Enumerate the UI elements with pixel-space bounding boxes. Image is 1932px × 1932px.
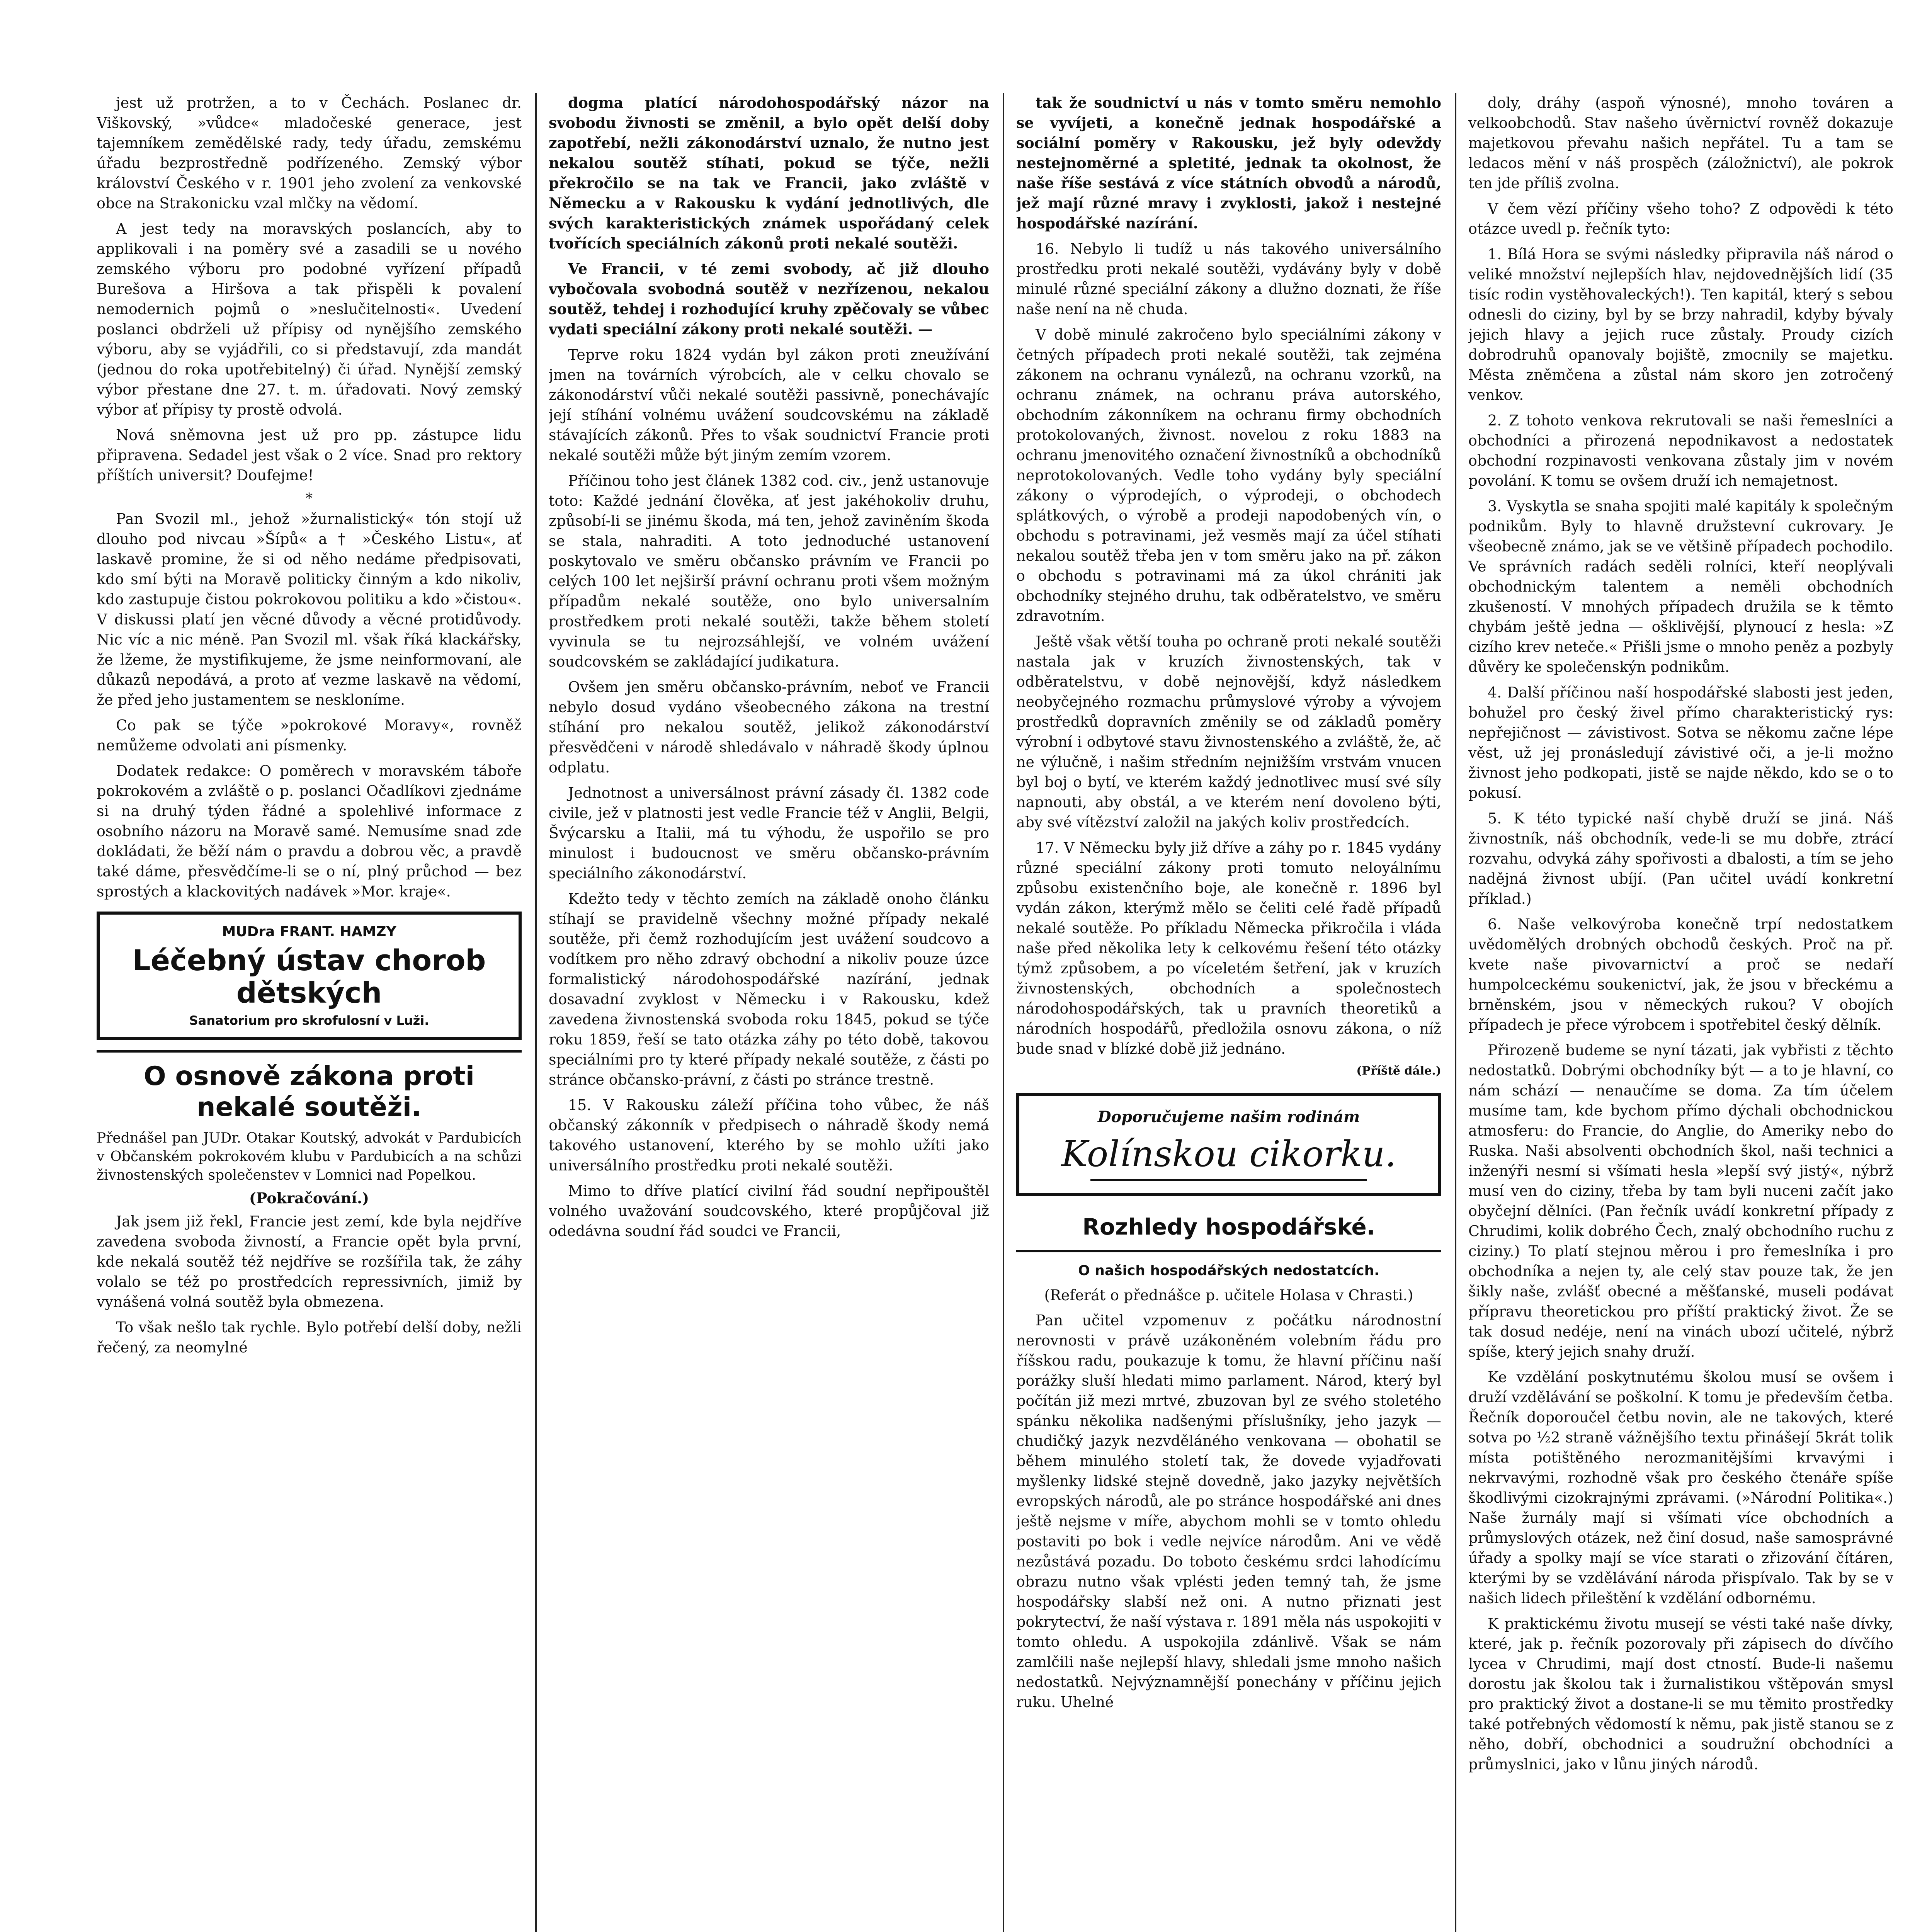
ad-doctor-name: MUDra FRANT. HAMZY	[222, 924, 396, 940]
paragraph: V době minulé zakročeno bylo speciálními zákony v četných případech proti nekalé soutěži, tak zejména zákonem na ochranu vynálezů, na ochranu vzorků, na ochranu známek, na ochranu práva autorského, obchodním zákonníkem na ochranu firmy obchodních protokolovaných, živnost. novelou z roku 1883 na ochranu jmenovitého označení živnostníků a obchodníků neprotokolovaných. Vedle toho vydány byly speciální zákony o výprodejích, o výprodeji, o obchodech splátkových, o výrobě a prodeji napodobených vín, o obchodu s potravinami, jež vesměs mají za účel stíhati nekalou soutěž třeba jen v tom směru jako na př. zákon o obchodu s potravinami má za úkol chrániti jak obchodníky stejného druhu, tak odběratelstvo, ve směru zdravotním.	[1016, 326, 1441, 624]
paragraph: Mimo to dříve platící civilní řád soudní nepřipouštěl volného uvažování soudcovského, které propůjčoval již odedávna soudní řád soudci ve Francii,	[549, 1182, 989, 1240]
paragraph: Ve Francii, v té zemi svobody, ač již dlouho vybočovala svobodná soutěž v nezřízenou, nekalou soutěž, tehdej i rozhodující kruhy zpěčovaly se vůbec vydati speciální zákony proti nekalé soutěži. —	[549, 260, 989, 338]
paragraph: 16. Nebylo li tudíž u nás takového universálního prostředku proti nekalé soutěži, vydávány byly v době minulé různé speciální zákony a dlužno doznati, že říše naše není na ně chuda.	[1016, 240, 1441, 318]
column-rule	[1003, 93, 1004, 1932]
column-4	[1468, 93, 1893, 1932]
paragraph: Jak jsem již řekl, Francie jest zemí, kde byla nejdříve zavedena svoboda živností, a Francie opět byla první, kde nekalá soutěž též nejdříve se rozšířila tak, že záhy volalo se též po prostředcích repressivních, jimiž by vynášená volná soutěž byla obmezena.	[97, 1213, 522, 1310]
continuation-note: (Pokračování.)	[249, 1189, 369, 1207]
paragraph: 4. Další příčinou naší hospodářské slabosti jest jeden, bohužel pro český živel přímo charakteristický rys: nepřejičnost — závistivost. Sotva se někomu začne lépe věst, už jej pronásledují závistivé oči, a je-li možno živnost jeho podkopati, jistě se najde někdo, kdo se o to pokusí.	[1468, 684, 1893, 801]
paragraph: Příčinou toho jest článek 1382 cod. civ., jenž ustanovuje toto: Každé jednání člověka, ať jest jakéhokoliv druhu, způsobí-li se jinému škoda, má ten, jehož zaviněním škoda se stala, nahraditi. A toto jednoduché ustanovení poskytovalo ve směru občansko právním ve Francii po celých 100 let nejširší právní ochranu proti všem možným případům nekalé soutěže, ono bylo universalním prostředkem proti nekalé soutěži, takže během století vyvinula se tu nejrozsáhlejší, ve volném uvážení soudcovském se zakládající judikatura.	[549, 472, 989, 670]
divider	[97, 1050, 522, 1053]
column-3	[1016, 93, 1441, 1932]
paragraph: Ovšem jen směru občansko-právním, neboť ve Francii nebylo dosud vydáno všeobecného zákona na trestní stíhání pro nekalou soutěž, jelikož zákonodárství přesvědčeni v národě shledávalo v náhradě škody úplnou odplatu.	[549, 679, 989, 776]
paragraph: doly, dráhy (aspoň výnosné), mnoho továren a velkoobchodů. Stav našeho úvěrnictví rovněž dokazuje majetkovou převahu našich nepřátel. Tu a tam se ledacos mění v náš prospěch (záložnictví), ale pokrok ten jde příliš zvolna.	[1468, 94, 1893, 192]
paragraph: Ještě však větší touha po ochraně proti nekalé soutěži nastala jak v kruzích živnostenských, tak v odběratelstvu, v době nejnovější, když následkem neobyčejného rozmachu průmyslové výroby a vývojem prostředků dopravních změnily se od základů poměry výrobní i odbytové stavu živnostenského a zvláště, že, ač ne výlučně, i našim středním nejnižším vrstvám vnucen byl boj o bytí, ve kterém každý jednotlivec musí své síly napnouti, aby obstál, a ve kterém není dovoleno býti, aby své vítězství založil na jakých koliv prostředcích.	[1016, 633, 1441, 831]
section-separator: *	[306, 491, 313, 507]
paragraph: 1. Bílá Hora se svými následky připravila náš národ o veliké množství nejlepších hlav, nejdovednějších lidí (35 tisíc rodin vystěhovaleckých!). Ten kapitál, který s sebou odnesli do ciziny, byl by se brzy nahradil, kdyby bývaly jejich hlavy a jejich ruce zůstaly. Proudy cizích dobrodruhů opanovaly bojiště, zmocnily se majetku. Města zněmčena a zůstal nám skoro jen zotročený venkov.	[1468, 246, 1893, 403]
column-2	[549, 93, 989, 1932]
paragraph: 3. Vyskytla se snaha spojiti malé kapitály k společným podnikům. Byly to hlavně družstevní cukrovary. Je všeobecně známo, jak se ve většině případech pochodilo. Ve správních radách seděli rolníci, kteří neoplývali obchodnickým talentem a neměli obchodních zkušeností. V mnohých případech družila se k těmto chybám ještě jedna — ošklivější, plynoucí z hesla: »Z cizího krev neteče.« Přišli jsme o mnoho peněz a pozbyly důvěry ke společenskýn podnikům.	[1468, 498, 1893, 675]
column-rule	[1455, 93, 1456, 1932]
paragraph: Dodatek redakce: O poměrech v moravském táboře pokrokovém a zvláště o p. poslanci Očadlíkovi zjednáme si na druhý týden řádné a spolehlivé informace z osobního názoru na Moravě samé. Nemusíme snad zde dokládati, že běží nám o pravdu a dobrou věc, a pravdě také dáme, přesvědčíme-li se o ní, plný průchod — bez sprostých a klackovitých nadávek »Mor. kraje«.	[97, 762, 522, 900]
paragraph: Nová sněmovna jest už pro pp. zástupce lidu připravena. Sedadel jest však o 2 více. Snad pro rektory příštích universit? Doufejme!	[97, 427, 522, 484]
ad-product-name: Kolínskou cikorku.	[1061, 1133, 1396, 1175]
article-headline: O našich hospodářských nedostatcích.	[1078, 1263, 1379, 1279]
paragraph: Pan učitel vzpomenuv z počátku národnostní nerovnosti v právě uzákoněném volebním řádu pro říšskou radu, poukazuje k tomu, že hlavní příčinu naší porážky sluší hledati mimo parlament. Národ, který byl počítán již mezi mrtvé, zbuzovan byl ze svého stoletého spánku několika nadšenými příslušníky, jeho jazyk — chudičký jazyk nezvděláného venkovana — obohatil se během minulého století tak, že dovede vyjadřovati myšlenky lidské stejně dovedně, jako jazyky největších evropských národů, ale po stránce hospodářské ani dnes ještě nejsme v míře, abychom mohli se v tomto ohledu postaviti po bok i vedle nejvíce národům. Ani ve vědě nezůstává pozadu. Do toboto českému srdci lahodícímu obrazu nutno však vplésti jeden temný tah, že jsme hospodářsky slabší než oni. A nutno přiznati jest pokrytectví, že naší výstava r. 1891 měla nás uspokojiti v tomto ohledu. A uspokojila zdánlivě. Však se nám zamlčili naše nejlepší hlavy, shledali jsme mnoho našich nedostatků. Nejvýznamnější ponechány v příčinu jejich ruku. Uhelné	[1016, 1312, 1441, 1711]
paragraph: 17. V Německu byly již dříve a záhy po r. 1845 vydány různé speciální zákony proti tomuto neloyálnímu způsobu existenčního boje, ale konečně r. 1896 byl vydán zákon, kterýmž mělo se čeliti celé řadě případů nekalé soutěže. Po příkladu Německa přikročila i vláda naše před několika lety k celkovému řešení této otázky týmž způsobem, a po víceletém šetření, jak v kruzích živnostenských, obchodních a společnostech národohospodářských, tak u pravních theoretiků a národních hospodářů, předložila osnovu zákona, o níž bude snad v blízké době již jednáno.	[1016, 839, 1441, 1057]
paragraph: To však nešlo tak rychle. Bylo potřebí delší doby, nežli řečený, za neomylné	[97, 1319, 522, 1356]
paragraph: Přirozeně budeme se nyní tázati, jak vybřisti z těchto nedostatků. Dobrými obchodníky být — a to je hlavní, co nám schází — nenaučíme se doma. Za tím účelem musíme tam, kde bychom přímo dýchali obchodnickou atmosferu: do Francie, do Anglie, do Ameriky nebo do Ruska. Naši absolventi obchodních škol, naši technici a inženýři nesmí si všímati hesla »lepší svý jistý«, nýbrž musí ven do ciziny, třeba by tam byli nuceni začít jako obyčejní dělníci. (Pan řečník uvádí konkretní případy z Chrudimi, kolik dobrého Čech, znalý obchodního ruchu z ciziny.) To platí stejnou měrou i pro řemeslníka i pro obchodníka a nejen ty, ale celý stav pouze tak, že jen šikly naše, zvlášť obecné a měšťanské, museli podávat přípravu theoretickou pro příští praktický život. Že se tak dosud nedéje, není na vinách ubozí učitelé, nýbrž spíše, který jejich snahy druží.	[1468, 1042, 1893, 1360]
chicory-advertisement	[1016, 1093, 1441, 1196]
column-rule	[535, 93, 537, 1932]
paragraph: K praktickému životu musejí se vésti také naše dívky, které, jak p. řečník pozorovaly při zápisech do dívčího lycea v Chrudimi, mají dost ctností. Bude-li našemu dorostu jak školou tak i žurnalistikou vštěpován smysl pro praktický život a dostane-li se mu těmito prostředky také potřebných vědomostí k němu, pak jistě stanou se z něho, dobří, obchodnici a soudružní obchodníci a průmyslnici, jako v lůnu jiných národů.	[1468, 1615, 1893, 1773]
article-byline: Přednášel pan JUDr. Otakar Koutský, advokát v Pardubicích v Občanském pokrokovém klubu v Pardubicích a na schůzi živnostenských společenstev v Lomnici nad Popelkou.	[97, 1130, 522, 1183]
divider	[1090, 1179, 1367, 1181]
ad-institution-name: Léčebný ústav chorob dětských	[132, 944, 486, 1010]
paragraph: 5. K této typické naší chybě druží se jiná. Náš živnostník, náš obchodník, vede-li se mu dobře, ztrácí rozvahu, odvyká záhy spořivosti a dbalosti, a tím se jeho nadějná živnost ubíjí. (Pan učitel uvádí konkretní příklad.)	[1468, 810, 1893, 907]
article-headline: O osnově zákona proti nekalé soutěži.	[143, 1061, 475, 1122]
paragraph: 2. Z tohoto venkova rekrutovali se naši řemeslníci a obchodníci a přirozená nepodnikavost a nedostatek obchodní rozpinavosti venkovana zůstaly jim v novém povolání. K tomu se ovšem druží ich nemajetnost.	[1468, 412, 1893, 489]
paragraph: Ke vzdělání poskytnutému školou musí se ovšem i druží vzdělávání se poškolní. K tomu je především četba. Řečník doporoučel četbu novin, ale ne takových, které sotva po ½2 straně vážnějšího textu přinášejí 5krát tolik místa potištěného nerozmanitějšími krvavými i nekrvavými, rozhodně však pro českého čtenáře spíše škodlivými cizokrajnými zprávami. (»Národní Politika«.) Naše žurnály mají si všímati více obchodních a průmyslových otázek, než činí dosud, naše samosprávné úřady a spolky mají se více starati o zřizování čítáren, kterými by se vzdělávání národa přispívalo. Tak by se v našich lidech přileštění k vzdělání odbornému.	[1468, 1369, 1893, 1607]
paragraph: jest už protržen, a to v Čechách. Poslanec dr. Viškovský, »vůdce« mladočeské generace, jest tajemníkem zemědělské rady, tedy úřadu, zemskému úřadu bezprostředně podřízeného. Zemský výbor království Českého v r. 1901 jeho zvolení za venkovské obce na Strakonicku vzal mlčky na vědomí.	[97, 94, 522, 212]
divider	[1016, 1250, 1441, 1252]
ad-sanatorium-line: Sanatorium pro skrofulosní v Luži.	[189, 1013, 429, 1028]
article-subtitle: (Referát o přednášce p. učitele Holasa v Chrasti.)	[1044, 1287, 1413, 1304]
paragraph: dogma platící národohospodářský názor na svobodu živnosti se změnil, a bylo opět delší doby zapotřebí, nežli zákonodárství uznalo, že nutno jest nekalou soutěž stíhati, pokud se týče, nežli překročilo se na tak ve Francii, jako zvláště v Německu a v Rakousku k vydání jednotlivých, dle svých karakteristických známek uspořádaný celek tvořících speciálních zákonů proti nekalé soutěži.	[549, 94, 989, 252]
page-frame	[97, 93, 1893, 1932]
paragraph: Teprve roku 1824 vydán byl zákon proti zneužívání jmen na továrních výrobcích, ale v celku chovalo se zákonodárství vůči nekalé soutěži passivně, ponechávajíc její stíhání volnému uvážení soudcovskému na základě stávajících zákonů. Přes to však soudnictví Francie proti nekalé soutěži může být jiným zemím vzorem.	[549, 346, 989, 464]
paragraph: Pan Svozil ml., jehož »žurnalistický« tón stojí už dlouho pod nivcau »Šípů« a † »Českého Listu«, ať laskavě promine, že si od něho nedáme předpisovati, kdo smí býti na Moravě politicky činným a kdo nikoliv, kdo zastupuje čistou pokrokovou politiku a kdo »čistou«. V diskussi platí jen věcné důvody a věcné protidůvody. Nic víc a nic méně. Pan Svozil ml. však říká klackářsky, že lžeme, že mystifikujeme, že jsme neinformovaní, ale důkazů nepodává, a proto ať vezme laskavě na vědomí, že před jeho justamentem se neskloníme.	[97, 510, 522, 708]
paragraph: Co pak se týče »pokrokové Moravy«, rovněž nemůžeme odvolati ani písmenky.	[97, 717, 522, 754]
section-heading: Rozhledy hospodářské.	[1082, 1214, 1375, 1240]
paragraph: 6. Naše velkovýroba konečně trpí nedostatkem uvědomělých drobných obchodů českých. Proč na př. kvete naše pivovarnictví a proč se nedaří humpolceckému soukenictví, jak, že jsou v břeckému a brněnském, jsou v německých rukou? V obojích případech je přece výrobcem i spotřebitel český dělník.	[1468, 916, 1893, 1033]
column-1	[97, 93, 522, 1932]
paragraph: A jest tedy na moravských poslancích, aby to applikovali i na poměry své a zasadili se u nového zemského výboru pro podobné vyřízení případů Burešova a Hiršova a tak přispěli k povalení nemodernich pojmů o »neslučitelnosti«. Uvedení poslanci obdrželi už přípisy od nynějšího zemského výboru, aby se vyjádřili, co si představují, zda mandát (jednou do roka upotřebitelný) či úřad. Nynější zemský výbor přestane dne 27. t. m. úřadovati. Nový zemský výbor ať přípisy ty prostě odvolá.	[97, 220, 522, 418]
paragraph: V čem vězí příčiny všeho toho? Z odpovědi k této otázce uvedl p. řečník tyto:	[1468, 200, 1893, 237]
ad-recommendation: Doporučujeme našim rodinám	[1097, 1108, 1360, 1126]
continuation-note: (Příště dále.)	[1356, 1064, 1441, 1078]
paragraph: tak že soudnictví u nás v tomto směru nemohlo se vyvíjeti, a konečně jednak hospodářské a sociální poměry v Rakousku, jež byly odevždy nestejnoměrné a spletité, jednak ta okolnost, že naše říše sestává z více státních obvodů a národů, jež mají různé mravy i zvyklosti, jakož i nestejné hospodářské nazírání.	[1016, 94, 1441, 232]
paragraph: Jednotnost a universálnost právní zásady čl. 1382 code civile, jež v platnosti jest vedle Francie též v Anglii, Belgii, Švýcarsku a Italii, má tu výhodu, že uspořilo se pro minulost i budoucnost ve směru občansko-právním speciálního zákonodárství.	[549, 784, 989, 882]
paragraph: Kdežto tedy v těchto zemích na základě onoho článku stíhají se pravidelně všechny možné případy nekalé soutěže, při čemž rozhodujícím jest uvážení soudcovo a vodítkem pro něho zdravý obchodní a nikoliv pouze úzce formalistický národohospodářské nazírání, jednak dosavadní zvyklost v Německu i v Rakousku, kdež zavedena živnostenská svoboda roku 1845, pokud se týče roku 1859, řeší se tato otázka záhy po této době, takovou speciálními pro ty které případy nekalé soutěže, z části po stránce občansko-právní, z části po stránce trestně.	[549, 890, 989, 1088]
paragraph: 15. V Rakousku záleží příčina toho vůbec, že náš občanský zákonník v předpisech o náhradě škody nemá takového ustanovení, kterého by se mohlo užíti jako universálního prostředku proti nekalé soutěži.	[549, 1097, 989, 1174]
sanatorium-advertisement	[97, 912, 522, 1040]
